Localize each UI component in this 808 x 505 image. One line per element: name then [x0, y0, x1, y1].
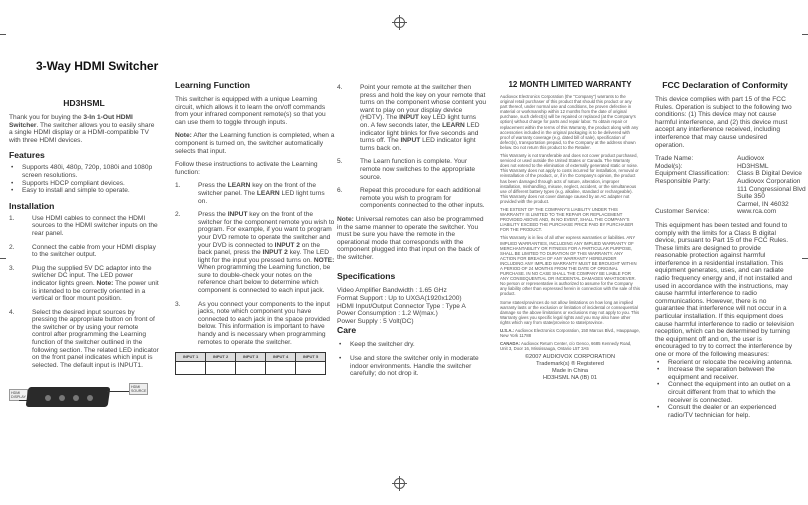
info-value: Audiovox Corporation [737, 177, 801, 185]
display-label: HDMI DISPLAY [11, 391, 26, 400]
list-item: 1. Use HDMI cables to connect the HDMI sources to the HDMI switcher inputs on the rear panel. [9, 214, 158, 237]
warranty-text [500, 94, 640, 351]
column-overview [9, 98, 159, 427]
column-specifications [337, 84, 487, 378]
fcc-compliance: This device complies with part 15 of the FCC Rules. Operation is subject to the following two conditions: (1) This device may not cause harmful interference, and (2) this device must accept any interference received, including interference that may cause undesired operation. [655, 96, 792, 149]
spec-item: Format Support : Up to UXGA(1920x1200) [337, 295, 462, 303]
info-value: Suite 350 [737, 193, 765, 201]
legal-footer [500, 354, 640, 381]
fcc-info [655, 155, 806, 216]
usa-address: U.S.A.: Audiovox Electronics Corporation, 150 Marcus Blvd., Hauppauge, New York 11788 [500, 328, 640, 339]
learning-steps [175, 182, 335, 346]
table-cell [176, 361, 206, 374]
list-item: 3. Plug the supplied 5V DC adaptor into the switcher DC input. The LED power indicator lights green. Note: The power unit is intended to be correctly oriented in a vertical or floor mount position. [9, 264, 159, 303]
info-value: Carmel, IN 46032 [737, 200, 789, 208]
care-heading: Care [337, 325, 357, 336]
spec-item: Video Amplifier Bandwidth : 1.65 GHz [337, 287, 447, 295]
info-label: Responsible Party: [655, 177, 711, 185]
info-label: Equipment Classification: [655, 170, 730, 178]
list-item: • Use and store the switcher only in moderate indoor environments. Handle the switcher carefully; do not drop it. [337, 355, 487, 378]
info-value: Audiovox [737, 155, 765, 163]
care-list [337, 341, 487, 377]
list-item: • Supports 480i, 480p, 720p, 1080i and 1080p screen resolutions. [9, 164, 159, 179]
learning-intro: This switcher is equipped with a unique Learning circuit, which allows it to learn the on/off commands from your infrared component remote(s) so that you can use them to toggle through inputs. [175, 96, 326, 126]
document-title: 3-Way HDMI Switcher [36, 59, 159, 73]
table-cell [266, 361, 296, 374]
info-value: Class B Digital Device [737, 170, 802, 178]
fcc-measures [655, 359, 795, 420]
learning-steps-continued [337, 84, 487, 210]
list-item: • Increase the separation between the equipment and receiver. [655, 366, 795, 381]
learning-heading: Learning Function [175, 80, 250, 90]
info-label [655, 186, 737, 194]
made-in: Made in China [551, 368, 589, 374]
list-item: • Connect the equipment into an outlet on a circuit different from that to which the receiver is connected. [655, 381, 795, 404]
list-item: • Keep the switcher dry. [337, 341, 487, 349]
table-row [176, 361, 326, 374]
intro-paragraph: Thank you for buying the 3-In 1-Out HDMI Switcher. The switcher allows you to easily share a single HDMI display or a HDMI-compatible TV with three HDMI devices. [9, 114, 155, 144]
list-item: 4. Point your remote at the switcher then press and hold the key on your remote that turns on the component whose content you want to play on your display device (HDTV). The INPUT key LED light turns on. A few seconds later, the LEARN LED indicator light blinks for five seconds and turns off. The INPUT LED indicator light turns back on. [337, 84, 487, 152]
table-cell [296, 361, 326, 374]
crop-tick-right-mid [802, 258, 808, 259]
list-item: • Consult the dealer or an experienced radio/TV technician for help. [655, 404, 795, 419]
warranty-paragraph: This Warranty is not transferable and does not cover product purchased, serviced or used outside the United States or Canada. The Warranty does not extend to the elimination of externally generated static or noise. This Warranty does not apply to costs incurred for installation, removal or reinstallation of the product, or, if in the Company's opinion, the product has been damaged through acts of nature, alteration, improper installation, mishandling, misuse, neglect, accident, or the simultaneous use of different battery types (e.g. alkaline, standard or rechargeable). This Warranty does not cover damage caused by an AC adapter not provided with the product. [500, 153, 639, 204]
warranty-paragraph: THE EXTENT OF THE COMPANY'S LIABILITY UNDER THIS WARRANTY IS LIMITED TO THE REPAIR OR REPLACEMENT PROVIDED ABOVE AND, IN NO EVENT, SHALL THE COMPANY'S LIABILITY EXCEED THE PURCHASE PRICE PAID BY PURCHASER FOR THE PRODUCT. [500, 206, 634, 233]
features-heading: Features [9, 150, 45, 161]
crop-tick-left-top [0, 34, 6, 35]
table-cell [236, 361, 266, 374]
info-value: www.rca.com [737, 208, 777, 216]
source-label: HDMI SOURCE [131, 385, 147, 394]
input-reference-chart [175, 352, 326, 375]
installation-heading: Installation [9, 200, 55, 211]
warranty-paragraph: Audiovox Electronics Corporation (the "Company") warrants to the original retail purchaser of this product that should this product or any part thereof, under normal use and conditions, be proven defective in material or workmanship within 12 months from the date of original purchase, such defect(s) will be repaired or replaced (at the Company's option) without charge for parts and repair labor. To obtain repair or replacement within the terms of this Warranty, the product along with any accessories included in the original packaging is to be delivered with proof of warranty coverage (e.g. dated bill of sale), specification of defect(s), transportation prepaid, to the Company at the address shown below. Do not return this product to the Retailer. [500, 94, 639, 150]
info-label [655, 201, 737, 209]
warranty-paragraph: Some states/provinces do not allow limitations on how long an implied warranty lasts or the exclusion or limitation of incidental or consequential damage so the above limitations or exclusions may not apply to you. This Warranty gives you specific legal rights and you may also have other rights which vary from state/province to state/province. [500, 299, 640, 325]
part-number: HD3HSML NA (IB) 01 [543, 374, 597, 381]
learning-note: Note: After the Learning function is completed, when a component is turned on, the switcher automatically selects that input. [175, 132, 335, 155]
table-cell: INPUT 4 [266, 353, 296, 362]
universal-remote-note: Note: Universal remotes can also be programmed in the same manner to operate the switcher. You must be sure you have the remote in the operational mode that corresponds with the component plugged into that input on the back of the switcher. [337, 215, 484, 261]
warranty-paragraph: This Warranty is in lieu of all other express warranties or liabilities. ANY IMPLIED WARRANTIES, INCLUDING ANY IMPLIED WARRANTY OF MERCHANTABILITY OR FITNESS FOR A PARTICULAR PURPOSE, SHALL BE LIMITED TO DURATION OF THIS WARRANTY. ANY ACTION FOR BREACH OF ANY WARRANTY HEREUNDER INCLUDING ANY IMPLIED WARRANTY MUST BE BROUGHT WITHIN A PERIOD OF 24 MONTHS FROM THE DATE OF ORIGINAL PURCHASE. IN NO CASE SHALL THE COMPANY BE LIABLE FOR ANY CONSEQUENTIAL OR INCIDENTAL DAMAGES WHATSOEVER. No person or representative is authorized to assume for the Company any liability other than expressed herein in connection with the sale of this product. [500, 235, 640, 297]
column-fcc [655, 80, 806, 419]
installation-steps [9, 215, 159, 370]
info-label: Trade Name: [655, 155, 694, 163]
fcc-heading: FCC Declaration of Conformity [662, 80, 788, 90]
list-item: • Supports HDCP compliant devices. [9, 180, 159, 188]
list-item: 2. Press the INPUT key on the front of the switcher for the component remote you wish to program. For example, if you want to program your DVD remote to operate the switcher and your DVD is connected to INPUT 2 on the back panel, press the INPUT 2 key. The LED light for the input you pressed turns on. NOTE: When programming the Learning function, be sure to double-check your notes on the reference chart below to determine which component is connected to each input jack. [175, 211, 335, 295]
copyright: ©2007 AUDIOVOX CORPORATION [524, 354, 616, 361]
features-list [9, 164, 159, 194]
spec-item: Power Consumption : 1.2 W(max.) [337, 310, 438, 318]
table-cell: INPUT 5 [296, 353, 326, 362]
spec-item: Power Supply : 5 Volt(DC) [337, 317, 414, 325]
canada-address: CANADA: Audiovox Return Center, c/o Genco, 6685 Kennedy Road, Unit 3, Door 16, Mississauga, Ontario L5T 3A5 [500, 341, 632, 352]
fcc-interference: This equipment has been tested and found to comply with the limits for a Class B digital device, pursuant to Part 15 of the FCC Rules. These limits are designed to provide reasonable protection against harmful interference in a residential installation. This equipment generates, uses, and can radiate radio frequency energy and, if not installed and used in accordance with the instructions, may cause harmful interference to radio communications. However, there is no guarantee that interference will not occur in a particular installation. If this equipment does cause harmful interference to radio or television reception, which can be determined by turning the equipment off and on, the user is encouraged to try to correct the interference by one or more of the following measures: [655, 221, 794, 358]
list-item: • Reorient or relocate the receiving antenna. [655, 359, 795, 367]
spec-item: HDMI Input/Output Connector Type : Type A [337, 302, 466, 310]
registration-mark-bottom [394, 478, 405, 489]
table-cell: INPUT 1 [176, 353, 206, 362]
list-item: 3. As you connect your components to the input jacks, note which component you have connected to each jack in the space provided below. This information is important to have handy and is necessary when programming remotes to operate the switcher. [175, 300, 330, 346]
list-item: • Easy to install and simple to operate. [9, 187, 159, 195]
info-label [655, 193, 737, 201]
list-item: 4. Select the desired input sources by pressing the appropriate button on front of the switcher or by using your remote control after programming the Learning function of the switcher outlined in the following section. The related LED indicator on the front panel indicates which input is selected. The default input is INPUT1. [9, 308, 159, 369]
column-warranty [500, 80, 640, 382]
info-value: HD3HSML [737, 162, 769, 170]
source-cable [107, 391, 129, 392]
model-heading: HD3HSML [63, 98, 105, 108]
table-cell: INPUT 2 [206, 353, 236, 362]
trademark: Trademark(s) ® Registered [536, 361, 604, 368]
list-item: 2. Connect the cable from your HDMI display to the switcher output. [9, 243, 156, 259]
learning-instructions: Follow these instructions to activate the Learning function: [175, 161, 318, 176]
specifications-heading: Specifications [337, 271, 396, 282]
list-item: 5. The Learn function is complete. Your remote now switches to the appropriate source. [337, 158, 476, 181]
switcher-body [26, 387, 111, 407]
column-learning-function [175, 80, 335, 375]
list-item: 1. Press the LEARN key on the front of the switcher panel. The LEARN LED light turns on. [175, 182, 325, 205]
switcher-diagram [9, 373, 159, 427]
info-label: Customer Service: [655, 208, 710, 216]
list-item: 6. Repeat this procedure for each additional remote you wish to program for components connected to the other inputs. [337, 187, 485, 210]
info-label: Model(s): [655, 162, 683, 170]
info-value: 111 Congressional Blvd [737, 185, 806, 193]
table-cell [206, 361, 236, 374]
crop-tick-right-top [802, 34, 808, 35]
registration-mark-top [394, 17, 405, 28]
crop-tick-left-mid [0, 258, 6, 259]
table-cell: INPUT 3 [236, 353, 266, 362]
warranty-heading: 12 MONTH LIMITED WARRANTY [508, 80, 632, 89]
table-row [176, 353, 326, 362]
